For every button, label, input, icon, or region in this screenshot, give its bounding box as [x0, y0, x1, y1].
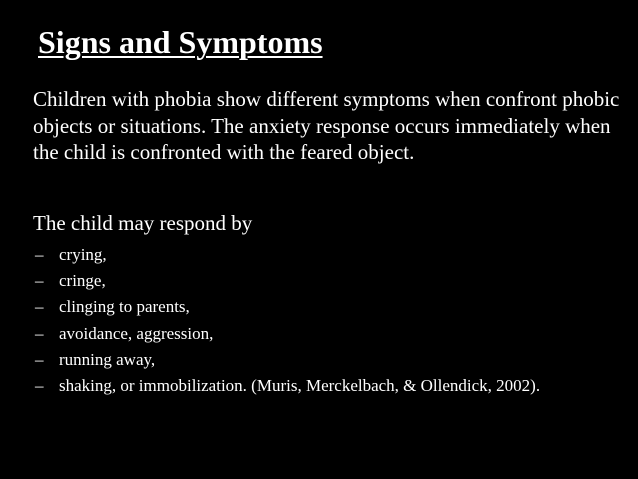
dash-bullet-icon: – — [35, 349, 44, 369]
list-item-text: cringe, — [59, 271, 106, 291]
dash-bullet-icon: – — [35, 375, 44, 395]
list-item-text: avoidance, aggression, — [59, 323, 214, 343]
list-item-text: running away, — [59, 349, 156, 369]
list-item-text: shaking, or immobilization. (Muris, Merckelbach, & Ollendick, 2002). — [59, 375, 541, 395]
dash-bullet-icon: – — [35, 297, 44, 317]
list-item — [33, 349, 623, 371]
list-item — [33, 323, 623, 345]
slide-title: Signs and Symptoms — [38, 24, 323, 60]
list-item-text: clinging to parents, — [59, 297, 190, 317]
intro-paragraph: Children with phobia show different symptoms when confront phobic objects or situations. The anxiety response occurs immediately when the child is confronted with the feared object. — [33, 87, 620, 164]
response-list — [33, 244, 623, 401]
list-item-text: crying, — [59, 245, 107, 264]
response-lead-text: The child may respond by — [33, 211, 253, 235]
dash-bullet-icon: – — [35, 323, 44, 343]
list-item — [33, 270, 623, 292]
dash-bullet-icon: – — [35, 271, 44, 291]
list-item — [33, 244, 623, 266]
list-item — [33, 296, 623, 318]
list-item — [33, 375, 623, 397]
dash-bullet-icon: – — [35, 245, 44, 264]
